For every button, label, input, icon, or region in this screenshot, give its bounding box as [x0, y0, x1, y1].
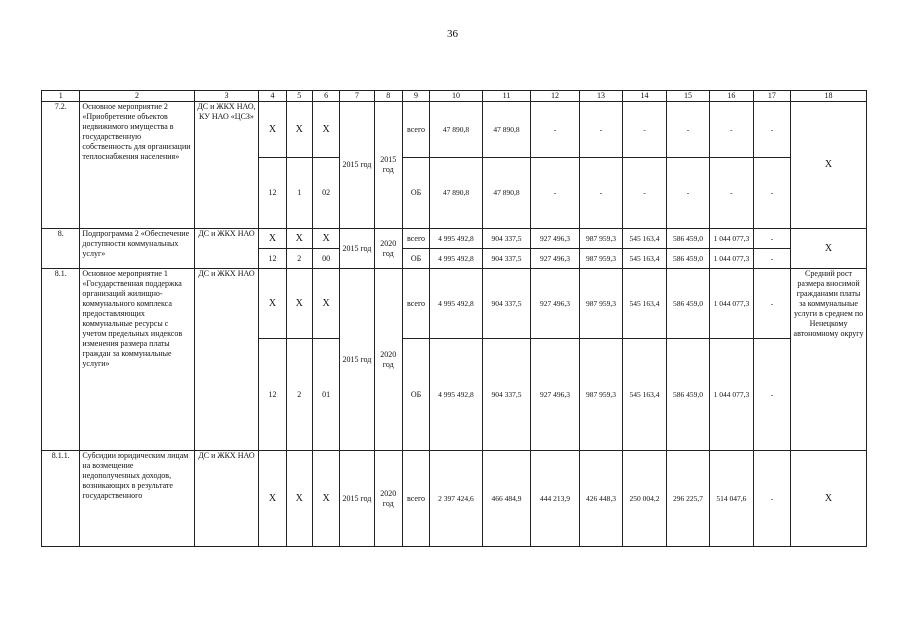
end-year: 2020 год [374, 269, 402, 451]
value-cell: 4 995 492,8 [430, 269, 483, 339]
funding-source: ОБ [402, 249, 429, 269]
col-header: 18 [791, 91, 867, 102]
col-header: 17 [753, 91, 790, 102]
code-cell: 1 [286, 158, 312, 229]
value-cell: 927 496,3 [531, 249, 580, 269]
value-cell: 987 959,3 [579, 339, 622, 451]
col-header: 5 [286, 91, 312, 102]
value-cell: - [753, 339, 790, 451]
value-cell: 47 890,8 [482, 102, 531, 158]
measure-name: Подпрограмма 2 «Обеспечение доступности коммунальных услуг» [80, 229, 194, 269]
code-cell: 2 [286, 339, 312, 451]
funding-source: всего [402, 269, 429, 339]
code-cell: X [259, 229, 286, 249]
code-cell: 01 [312, 339, 339, 451]
code-cell: 2 [286, 249, 312, 269]
row-number: 8. [42, 229, 80, 269]
header-row [42, 91, 867, 102]
row-number: 7.2. [42, 102, 80, 229]
col-header: 9 [402, 91, 429, 102]
col-header: 13 [579, 91, 622, 102]
value-cell: - [753, 158, 790, 229]
code-cell: X [312, 229, 339, 249]
value-cell: 927 496,3 [531, 339, 580, 451]
table-row [42, 451, 867, 547]
program-table [41, 90, 867, 547]
value-cell: 4 995 492,8 [430, 229, 483, 249]
funding-source: всего [402, 451, 429, 547]
col-header: 14 [623, 91, 666, 102]
executor: ДС и ЖКХ НАО [194, 229, 259, 269]
value-cell: - [579, 158, 622, 229]
value-cell: - [753, 451, 790, 547]
value-cell: 296 225,7 [666, 451, 709, 547]
value-cell: 1 044 077,3 [710, 269, 753, 339]
col-header: 15 [666, 91, 709, 102]
start-year: 2015 год [340, 229, 374, 269]
measure-name: Субсидии юридическим лицам на возмещение недополученных доходов, возникающих в результате государственного [80, 451, 194, 547]
value-cell: 987 959,3 [579, 249, 622, 269]
code-cell: 12 [259, 249, 286, 269]
value-cell: 586 459,0 [666, 339, 709, 451]
code-cell: 12 [259, 158, 286, 229]
value-cell: 586 459,0 [666, 249, 709, 269]
value-cell: - [753, 102, 790, 158]
value-cell: 927 496,3 [531, 269, 580, 339]
executor: ДС и ЖКХ НАО [194, 451, 259, 547]
value-cell: 904 337,5 [482, 269, 531, 339]
target-indicator: X [791, 451, 867, 547]
code-cell: 12 [259, 339, 286, 451]
code-cell: X [286, 269, 312, 339]
value-cell: - [710, 158, 753, 229]
code-cell: X [286, 451, 312, 547]
page-number: 36 [447, 28, 458, 40]
col-header: 1 [42, 91, 80, 102]
value-cell: 904 337,5 [482, 229, 531, 249]
code-cell: X [259, 102, 286, 158]
col-header: 8 [374, 91, 402, 102]
value-cell: 586 459,0 [666, 269, 709, 339]
value-cell: - [753, 249, 790, 269]
code-cell: X [312, 269, 339, 339]
funding-source: ОБ [402, 339, 429, 451]
value-cell: 586 459,0 [666, 229, 709, 249]
code-cell: X [312, 102, 339, 158]
value-cell: - [753, 269, 790, 339]
col-header: 16 [710, 91, 753, 102]
funding-source: ОБ [402, 158, 429, 229]
code-cell: X [259, 451, 286, 547]
funding-source: всего [402, 229, 429, 249]
col-header: 12 [531, 91, 580, 102]
code-cell: X [312, 451, 339, 547]
code-cell: X [259, 269, 286, 339]
col-header: 7 [340, 91, 374, 102]
value-cell: 47 890,8 [430, 158, 483, 229]
col-header: 6 [312, 91, 339, 102]
target-indicator: X [791, 102, 867, 229]
value-cell: 545 163,4 [623, 339, 666, 451]
col-header: 10 [430, 91, 483, 102]
end-year: 2015 год [374, 102, 402, 229]
value-cell: - [623, 158, 666, 229]
value-cell: 545 163,4 [623, 269, 666, 339]
measure-name: Основное мероприятие 2 «Приобретение объектов недвижимого имущества в государственную собственность для организации теплоснабжения населения» [80, 102, 194, 229]
target-indicator: Средний рост размера вносимой гражданами платы за коммунальные услуги в среднем по Ненецкому автономному округу [791, 269, 867, 451]
value-cell: 1 044 077,3 [710, 339, 753, 451]
value-cell: 904 337,5 [482, 339, 531, 451]
row-number: 8.1. [42, 269, 80, 451]
value-cell: 927 496,3 [531, 229, 580, 249]
row-number: 8.1.1. [42, 451, 80, 547]
value-cell: - [623, 102, 666, 158]
value-cell: 47 890,8 [482, 158, 531, 229]
value-cell: 426 448,3 [579, 451, 622, 547]
value-cell: 904 337,5 [482, 249, 531, 269]
value-cell: 250 004,2 [623, 451, 666, 547]
table-row [42, 229, 867, 249]
value-cell: 4 995 492,8 [430, 339, 483, 451]
measure-name: Основное мероприятие 1 «Государственная поддержка организаций жилищно-коммунального комплекса предоставляющих коммунальные ресурсы с учетом предельных индексов изменения размера платы граждан за коммунальные услуги» [80, 269, 194, 451]
value-cell: 444 213,9 [531, 451, 580, 547]
value-cell: - [710, 102, 753, 158]
table-row [42, 102, 867, 158]
executor: ДС и ЖКХ НАО [194, 269, 259, 451]
col-header: 11 [482, 91, 531, 102]
code-cell: 02 [312, 158, 339, 229]
value-cell: 466 484,9 [482, 451, 531, 547]
value-cell: 987 959,3 [579, 229, 622, 249]
funding-source: всего [402, 102, 429, 158]
value-cell: - [666, 158, 709, 229]
value-cell: 545 163,4 [623, 229, 666, 249]
value-cell: 4 995 492,8 [430, 249, 483, 269]
value-cell: - [666, 102, 709, 158]
end-year: 2020 год [374, 229, 402, 269]
value-cell: - [753, 229, 790, 249]
start-year: 2015 год [340, 269, 374, 451]
value-cell: 47 890,8 [430, 102, 483, 158]
code-cell: 00 [312, 249, 339, 269]
value-cell: - [531, 102, 580, 158]
start-year: 2015 год [340, 451, 374, 547]
value-cell: 1 044 077,3 [710, 249, 753, 269]
value-cell: - [531, 158, 580, 229]
end-year: 2020 год [374, 451, 402, 547]
executor: ДС и ЖКХ НАО, КУ НАО «ЦСЗ» [194, 102, 259, 229]
col-header: 4 [259, 91, 286, 102]
value-cell: 987 959,3 [579, 269, 622, 339]
value-cell: 2 397 424,6 [430, 451, 483, 547]
code-cell: X [286, 102, 312, 158]
col-header: 3 [194, 91, 259, 102]
value-cell: 1 044 077,3 [710, 229, 753, 249]
target-indicator: X [791, 229, 867, 269]
table-row [42, 269, 867, 339]
code-cell: X [286, 229, 312, 249]
value-cell: - [579, 102, 622, 158]
value-cell: 545 163,4 [623, 249, 666, 269]
start-year: 2015 год [340, 102, 374, 229]
value-cell: 514 047,6 [710, 451, 753, 547]
col-header: 2 [80, 91, 194, 102]
